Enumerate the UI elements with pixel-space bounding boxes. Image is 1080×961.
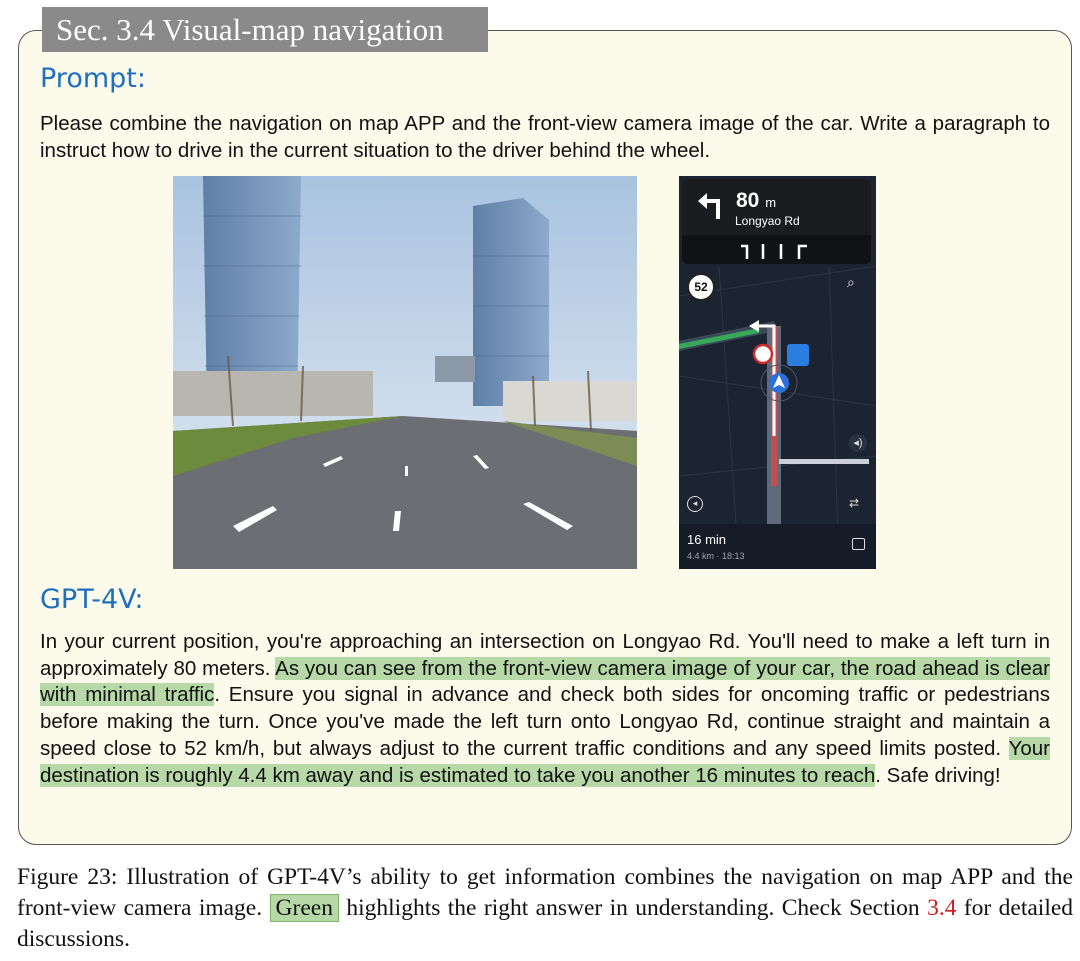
highlighted-answer: As you can see from the front-view camera image of your car, the road ahead is clear with minimal traffic	[40, 656, 1050, 707]
turn-distance: 80 m	[736, 189, 777, 212]
eta-duration: 16 min	[687, 532, 727, 547]
section-reference-link[interactable]: 3.4	[927, 895, 957, 921]
prompt-heading: Prompt:	[40, 63, 146, 94]
caption-text: for detailed discussions.	[17, 895, 1074, 952]
front-camera-image	[173, 176, 637, 569]
green-legend-label: Green	[270, 894, 339, 922]
eta-detail: 4.4 km · 18:13	[687, 551, 745, 561]
prompt-text: Please combine the navigation on map APP and the front-view camera image of the car. Write a paragraph to instruct how to drive in the current situation to the driver behind the wheel.	[40, 112, 1050, 162]
response-segment: . Ensure you signal in advance and check both sides for oncoming traffic or pedestrians before making the turn. Once you've made the left turn onto Longyao Rd, continue straight and maintain a speed close to 52 km/h, but always adjust to the current traffic conditions and any speed limits posted.	[40, 683, 1050, 760]
search-icon[interactable]: ⌕	[847, 274, 855, 290]
response-segment: In your current position, you're approaching an intersection on Longyao Rd. You'll need to make a left turn in approximately 80 meters.	[40, 630, 1050, 680]
response-text	[40, 629, 1050, 789]
caption-text: highlights the right answer in understanding. Check Section	[346, 895, 920, 921]
caption-text: Figure 23: Illustration of GPT-4V’s ability to get information combines the navigation on map APP and the front-view camera image.	[17, 864, 1073, 921]
response-heading: GPT-4V:	[40, 584, 144, 615]
compass-icon[interactable]: ◂	[687, 496, 703, 512]
speed-indicator: 52	[687, 273, 715, 301]
turn-banner	[682, 179, 871, 264]
navigation-app-screenshot	[679, 176, 876, 569]
volume-icon[interactable]: ◂)	[849, 434, 867, 452]
lane-guidance	[682, 235, 871, 264]
response-segment: . Safe driving!	[875, 763, 1001, 787]
road-name: Longyao Rd	[735, 214, 800, 228]
figure-caption	[17, 862, 1073, 955]
highlighted-answer: Your destination is roughly 4.4 km away and is estimated to take you another 16 minutes to reach	[40, 736, 1050, 787]
lane-arrows-icon	[737, 240, 817, 260]
exit-icon[interactable]	[852, 538, 865, 550]
route-options-icon[interactable]: ⇄	[849, 496, 860, 510]
section-title: Sec. 3.4 Visual-map navigation	[42, 7, 488, 52]
left-turn-arrow-icon	[696, 189, 726, 221]
